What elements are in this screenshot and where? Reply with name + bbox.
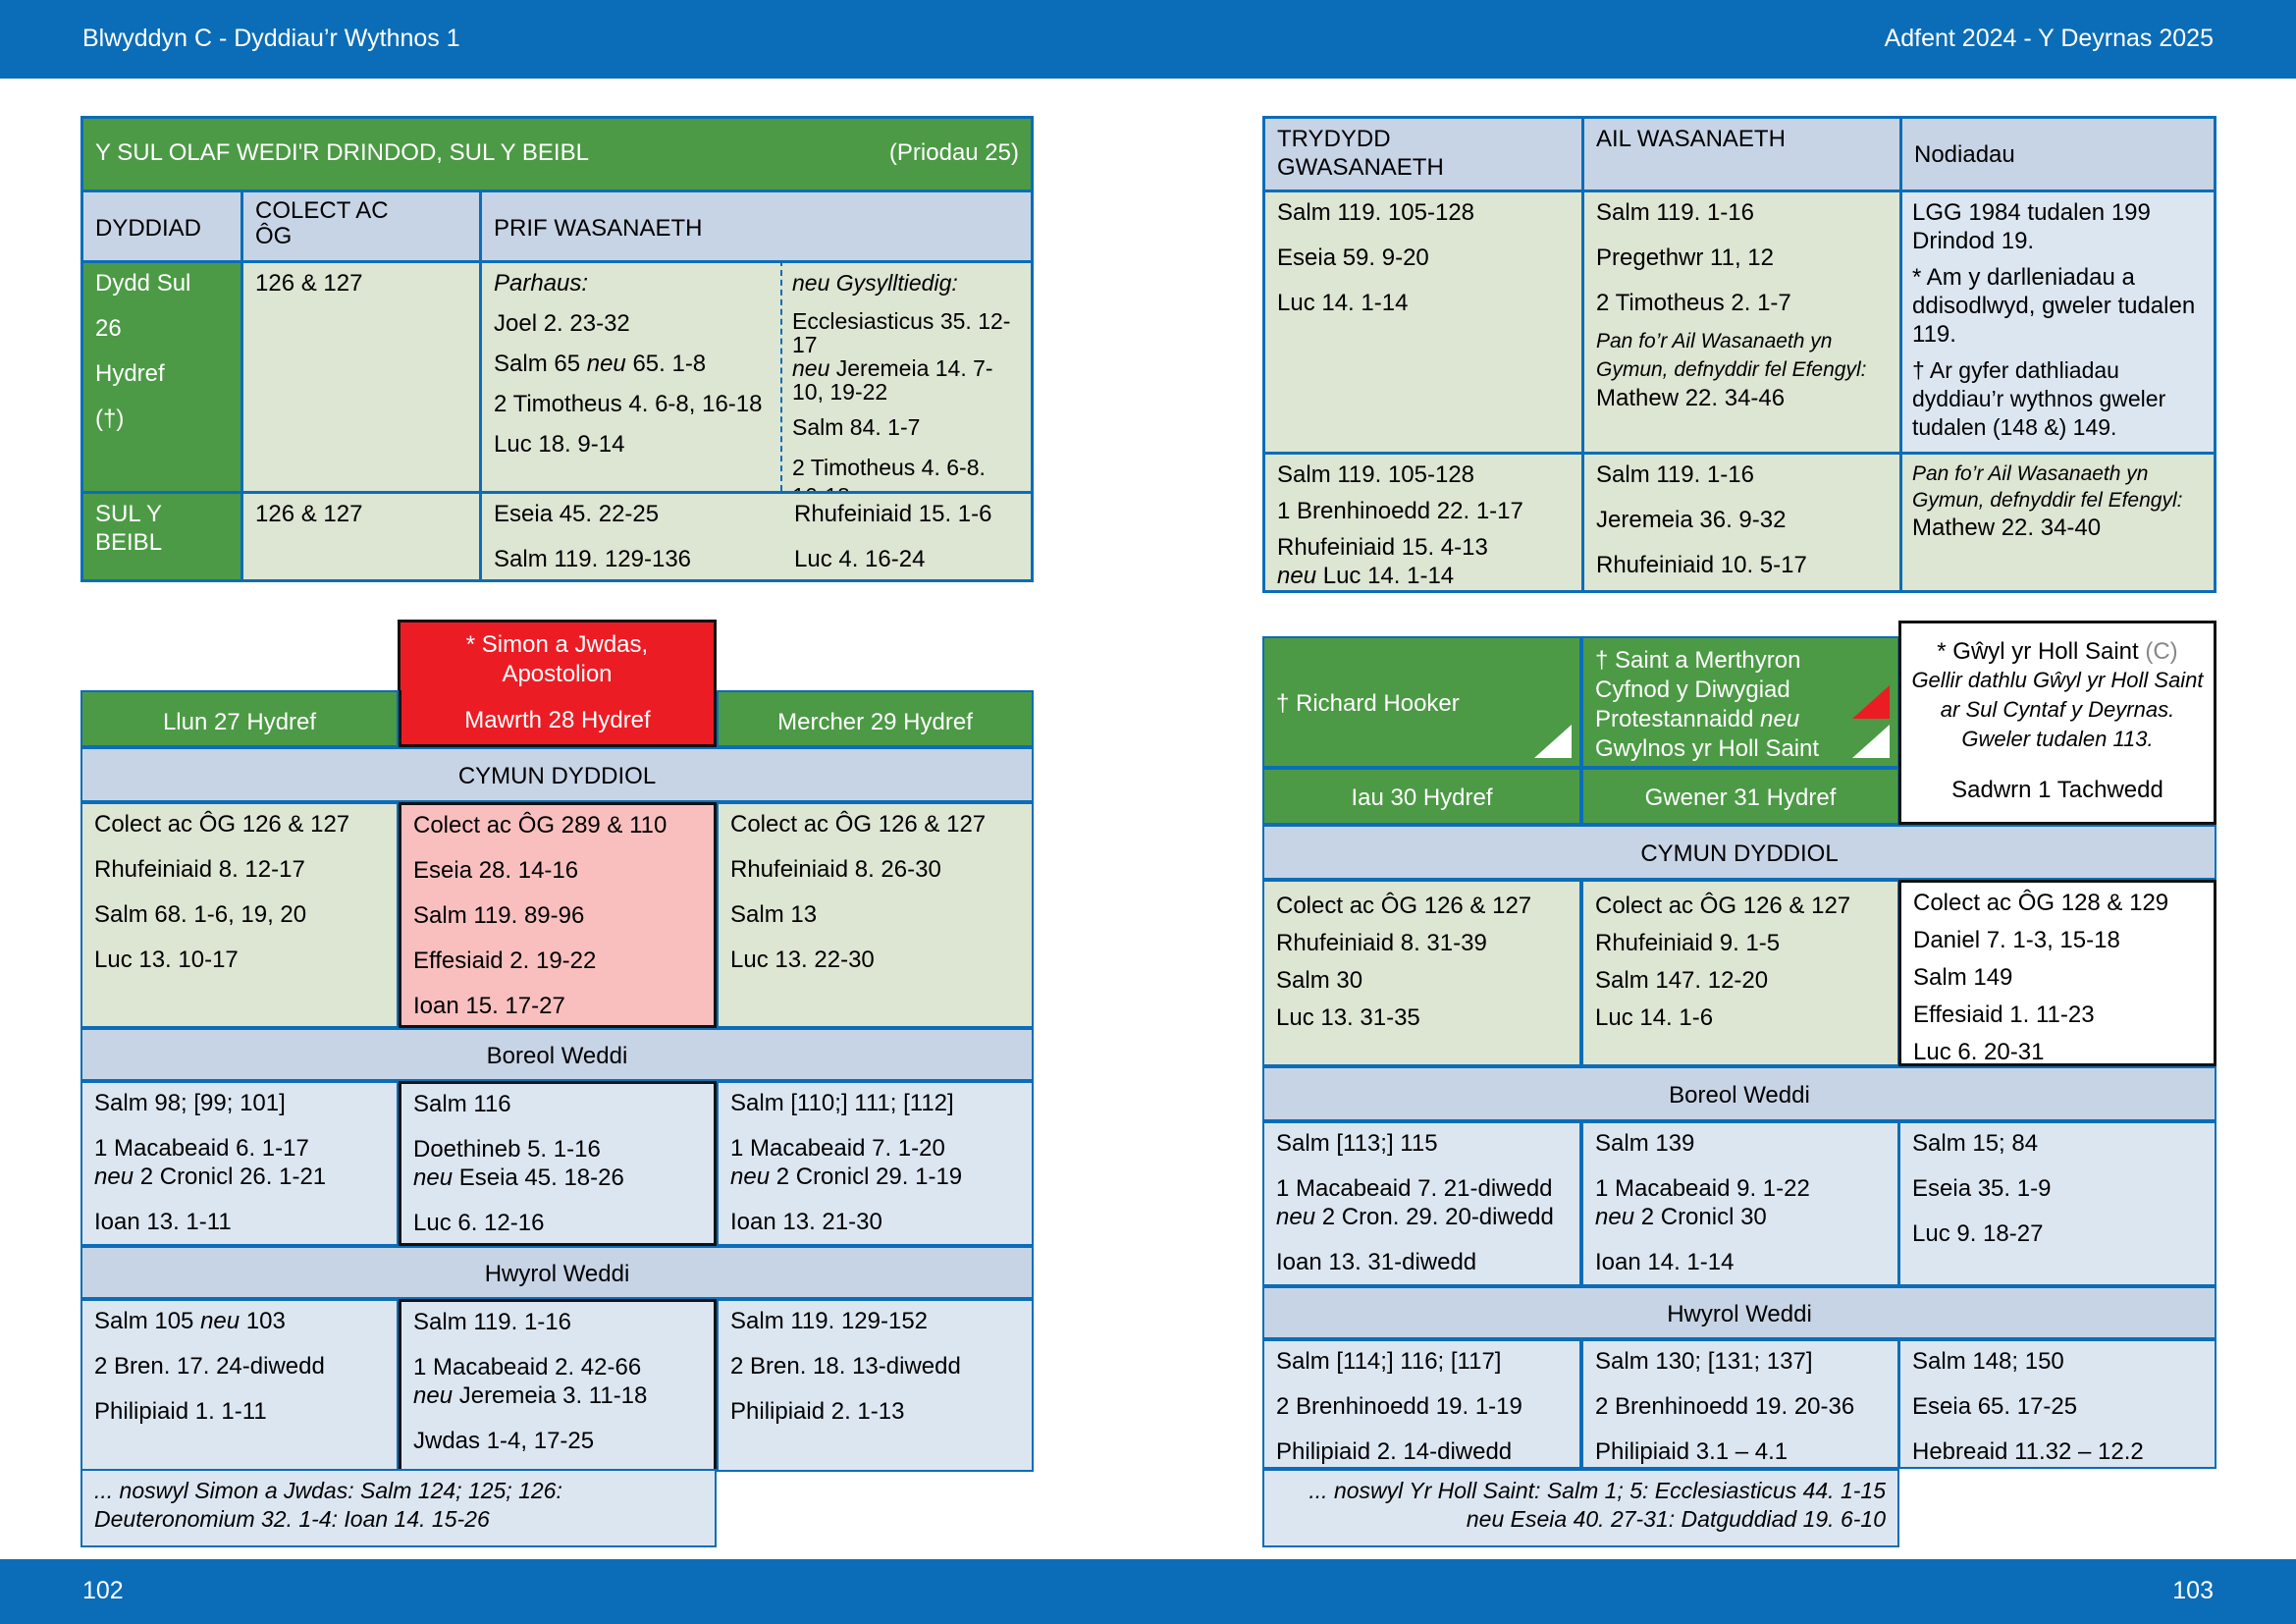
reading: Salm [114;] 116; [117]	[1276, 1348, 1502, 1375]
reading: 1 Macabeaid 7. 1-20	[730, 1135, 945, 1162]
reading: 1 Brenhinoedd 22. 1-17	[1277, 498, 1523, 524]
eve-all-saints	[1262, 1469, 1899, 1547]
reading: neu Eseia 45. 18-26	[413, 1164, 624, 1191]
reading: Rhufeiniaid 8. 31-39	[1276, 930, 1487, 956]
section-boreol	[1262, 1066, 2216, 1121]
reading: Luc 6. 12-16	[413, 1210, 545, 1236]
reading: Daniel 7. 1-3, 15-18	[1913, 927, 2120, 953]
day-label: Llun 27 Hydref	[162, 709, 317, 735]
page-footer	[0, 1559, 2296, 1624]
reading: Luc 6. 20-31	[1913, 1039, 2045, 1065]
reading: Salm 119. 129-136	[494, 546, 692, 572]
section-label: CYMUN DYDDIOL	[1640, 840, 1839, 867]
hwyrol-cell	[717, 1299, 1034, 1472]
date-line: Dydd Sul	[95, 270, 191, 297]
day-header	[1898, 768, 2216, 825]
reading: neu 2 Cronicl 26. 1-21	[94, 1164, 327, 1190]
reading: Eseia 35. 1-9	[1912, 1175, 2052, 1202]
reading: Rhufeiniaid 10. 5-17	[1596, 552, 1807, 578]
reading: Salm 13	[730, 901, 818, 928]
eve-text: ... noswyl Simon a Jwdas: Salm 124; 125; 126: Deuteronomium 32. 1-4: Ioan 14. 15-26	[94, 1478, 562, 1532]
reading: neu Jeremeia 3. 11-18	[413, 1382, 648, 1409]
page-header	[0, 0, 2296, 79]
reading: Salm 15; 84	[1912, 1130, 2039, 1157]
week-right-table	[1262, 636, 2216, 1466]
notes-cell	[1902, 189, 2214, 452]
hwyrol-cell	[80, 1299, 399, 1472]
reading: Salm [110;] 111; [112]	[730, 1090, 954, 1116]
reading: Luc 13. 10-17	[94, 947, 239, 973]
reading: Ioan 13. 31-diwedd	[1276, 1249, 1477, 1275]
reading: Salm 68. 1-6, 19, 20	[94, 901, 307, 928]
reading: Luc 18. 9-14	[494, 431, 625, 458]
bible-sunday-text: SUL Y BEIBL	[95, 501, 163, 556]
reading: Salm 119. 1-16	[1596, 199, 1754, 226]
feast-title: * Gŵyl yr Holl Saint (C)	[1937, 638, 2178, 665]
col-colect-label: COLECT AC ÔG	[255, 197, 389, 249]
day-header	[717, 690, 1034, 747]
reading: Luc 13. 22-30	[730, 947, 875, 973]
reading: Salm 30	[1276, 967, 1363, 994]
reading: Colect ac ÔG 126 & 127	[94, 811, 350, 838]
reading: neu 2 Cronicl 30	[1595, 1204, 1767, 1230]
reading: Salm 149	[1913, 964, 2013, 991]
header-left: Blwyddyn C - Dyddiau’r Wythnos 1	[82, 25, 460, 52]
reading: Ioan 15. 17-27	[413, 993, 565, 1019]
reading: 2 Brenhinoedd 19. 20-36	[1595, 1393, 1855, 1420]
boreol-cell	[1581, 1121, 1899, 1286]
reading: Eseia 65. 17-25	[1912, 1393, 2078, 1420]
reading: Salm 119. 105-128	[1277, 199, 1475, 226]
date-line: Hydref	[95, 360, 165, 387]
reading: Luc 14. 1-6	[1595, 1004, 1714, 1031]
reading: Philipiaid 2. 14-diwedd	[1276, 1438, 1513, 1465]
reading: Salm 119. 129-152	[730, 1308, 929, 1334]
reading: Salm [113;] 115	[1276, 1130, 1438, 1157]
reading: Rhufeiniaid 15. 4-13	[1277, 534, 1488, 561]
reading: Rhufeiniaid 8. 26-30	[730, 856, 941, 883]
reading: 1 Macabeaid 2. 42-66	[413, 1354, 642, 1380]
reading: Philipiaid 1. 1-11	[94, 1398, 267, 1425]
bible-sunday-b	[782, 491, 1031, 579]
day-label: Sadwrn 1 Tachwedd	[1951, 777, 2163, 803]
reading: Mathew 22. 34-46	[1596, 385, 1786, 411]
col-third-header	[1265, 119, 1584, 189]
reading: Luc 9. 18-27	[1912, 1220, 2044, 1247]
reading: Salm 119. 89-96	[413, 902, 585, 929]
section-cymun	[1262, 825, 2216, 880]
reading: Jeremeia 36. 9-32	[1596, 507, 1787, 533]
feast-text: † Saint a Merthyron Cyfnod y Diwygiad Protestannaidd neu Gwylnos yr Holl Saint	[1595, 647, 1820, 762]
reading: 1 Macabeaid 7. 21-diwedd	[1276, 1175, 1553, 1202]
sunday-colect	[243, 260, 482, 491]
third-service	[1265, 189, 1584, 452]
reading: 2 Timotheus 4. 6-8.	[792, 455, 986, 480]
cymun-cell	[1898, 880, 2216, 1066]
reading: Salm 65 neu 65. 1-8	[494, 351, 707, 377]
reading: Colect ac ÔG 126 & 127	[1595, 893, 1851, 919]
bible-sunday-a	[482, 491, 782, 579]
feast-hooker	[1262, 636, 1581, 768]
reading: Rhufeiniaid 9. 1-5	[1595, 930, 1781, 956]
boreol-cell	[399, 1081, 717, 1246]
section-hwyrol	[80, 1246, 1034, 1299]
col-date-header	[83, 189, 243, 260]
reading: Colect ac ÔG 289 & 110	[413, 812, 667, 839]
reading: Salm 119. 1-16	[1596, 461, 1754, 488]
related-heading: neu Gysylltiedig:	[792, 270, 958, 296]
day-label: Mawrth 28 Hydref	[464, 707, 651, 733]
hwyrol-cell	[1581, 1339, 1899, 1469]
cymun-cell	[717, 802, 1034, 1028]
sunday-title-note: (Priodau 25)	[888, 139, 1019, 166]
white-triangle-icon	[1534, 725, 1572, 758]
reading: 2 Timotheus 4. 6-8, 16-18	[494, 391, 763, 417]
bible-third	[1265, 452, 1584, 590]
reading: 2 Bren. 17. 24-diwedd	[94, 1353, 325, 1380]
col-second-header	[1584, 119, 1902, 189]
reading: Effesiaid 1. 11-23	[1913, 1001, 2095, 1028]
reading: 2 Bren. 18. 13-diwedd	[730, 1353, 961, 1380]
red-triangle-icon	[1852, 685, 1890, 719]
header-right: Adfent 2024 - Y Deyrnas 2025	[1884, 25, 2214, 52]
day-label: Mercher 29 Hydref	[777, 709, 973, 735]
reading: neu Luc 14. 1-14	[1277, 563, 1455, 589]
reading: Eseia 28. 14-16	[413, 857, 579, 884]
col-main-header	[482, 189, 1031, 260]
reading: Salm 130; [131; 137]	[1595, 1348, 1813, 1375]
feast-reformation	[1581, 636, 1899, 768]
reading: Colect ac ÔG 126 & 127	[1276, 893, 1532, 919]
date-line: 26	[95, 315, 122, 342]
reading: neu 2 Cronicl 29. 1-19	[730, 1164, 963, 1190]
reading: Pregethwr 11, 12	[1596, 244, 1774, 271]
bible-sunday-label	[83, 491, 243, 579]
reading: 1 Macabeaid 9. 1-22	[1595, 1175, 1810, 1202]
cymun-cell	[1262, 880, 1581, 1066]
col-main-label: PRIF WASANAETH	[494, 215, 703, 242]
section-label: Hwyrol Weddi	[484, 1261, 630, 1287]
week-left-table	[80, 690, 1034, 1466]
reading: Salm 98; [99; 101]	[94, 1090, 286, 1116]
boreol-cell	[1898, 1121, 2216, 1286]
boreol-cell	[80, 1081, 399, 1246]
reading: Luc 14. 1-14	[1277, 290, 1409, 316]
page-number-left: 102	[82, 1577, 124, 1604]
cymun-cell	[1581, 880, 1899, 1066]
reading: Salm 116	[413, 1091, 511, 1117]
sunday-main-b	[782, 260, 1031, 491]
day-header	[1262, 768, 1581, 825]
reading: Joel 2. 23-32	[494, 310, 630, 337]
cymun-cell	[80, 802, 399, 1028]
bible-notes	[1902, 452, 2214, 590]
eve-text: ... noswyl Yr Holl Saint: Salm 1; 5: Ecclesiasticus 44. 1-15 neu Eseia 40. 27-31: Datguddiad 19. 6-10	[1308, 1478, 1886, 1532]
reading: 2 Brenhinoedd 19. 1-19	[1276, 1393, 1522, 1420]
reading: Eseia 45. 22-25	[494, 501, 660, 527]
section-label: Boreol Weddi	[486, 1043, 628, 1069]
reading: Eseia 59. 9-20	[1277, 244, 1429, 271]
section-hwyrol	[1262, 1286, 2216, 1339]
eve-simon-jude	[80, 1469, 717, 1547]
day-header	[80, 690, 399, 747]
reading: Philipiaid 2. 1-13	[730, 1398, 905, 1425]
bible-sunday-colect	[243, 491, 482, 579]
day-header	[399, 690, 717, 747]
feast-text: * Simon a Jwdas, Apostolion	[465, 631, 649, 687]
reading: 1 Macabeaid 6. 1-17	[94, 1135, 309, 1162]
date-line: (†)	[95, 406, 125, 432]
sunday-title	[83, 119, 1031, 189]
hwyrol-cell	[399, 1299, 717, 1472]
note: LGG 1984 tudalen 199 Drindod 19.	[1912, 199, 2151, 254]
col-notes-label: Nodiadau	[1914, 141, 2015, 168]
sunday-main-a	[482, 260, 782, 491]
boreol-cell	[717, 1081, 1034, 1246]
reading: Ioan 13. 1-11	[94, 1209, 232, 1235]
section-label: CYMUN DYDDIOL	[457, 763, 657, 789]
reading: Colect ac ÔG 128 & 129	[1913, 890, 2169, 916]
boreol-cell	[1262, 1121, 1581, 1286]
reading: Doethineb 5. 1-16	[413, 1136, 601, 1163]
continuous-heading: Parhaus:	[494, 270, 589, 297]
note: Pan fo’r Ail Wasanaeth yn Gymun, defnyddir fel Efengyl:	[1912, 462, 2183, 512]
section-boreol	[80, 1028, 1034, 1081]
white-triangle-icon	[1852, 725, 1890, 758]
second-service	[1584, 189, 1902, 452]
reading: neu 2 Cron. 29. 20-diwedd	[1276, 1204, 1554, 1230]
col-date-label: DYDDIAD	[95, 215, 202, 242]
col-notes-header	[1902, 119, 2214, 189]
reading: Salm 84. 1-7	[792, 414, 921, 440]
reading: Salm 105 neu 103	[94, 1308, 286, 1334]
reading: Effesiaid 2. 19-22	[413, 947, 597, 974]
reading: Salm 139	[1595, 1130, 1695, 1157]
page-number-right: 103	[2172, 1577, 2214, 1604]
col-colect-header	[243, 189, 482, 260]
reading: neu Jeremeia 14. 7-10, 19-22	[792, 355, 993, 405]
reading: Salm 119. 1-16	[413, 1309, 571, 1335]
reading: Salm 147. 12-20	[1595, 967, 1769, 994]
colect-value: 126 & 127	[255, 501, 363, 527]
reading: Jwdas 1-4, 17-25	[413, 1428, 595, 1454]
note: * Am y darlleniadau a ddisodlwyd, gweler tudalen 119.	[1912, 264, 2196, 348]
feast-text: † Richard Hooker	[1276, 690, 1460, 717]
reading: Ecclesiasticus 35. 12-17	[792, 308, 1011, 357]
cymun-cell	[399, 802, 717, 1028]
reading: Mathew 22. 34-40	[1912, 514, 2102, 541]
reading: 2 Timotheus 2. 1-7	[1596, 290, 1791, 316]
feast-note: Gellir dathlu Gŵyl yr Holl Saint ar Sul Cyntaf y Deyrnas. Gweler tudalen 113.	[1911, 668, 2204, 751]
reading: Luc 13. 31-35	[1276, 1004, 1420, 1031]
day-label: Iau 30 Hydref	[1351, 785, 1493, 811]
second-note: Pan fo’r Ail Wasanaeth yn Gymun, defnyddir fel Efengyl:	[1596, 330, 1867, 381]
colect-value: 126 & 127	[255, 270, 363, 297]
section-cymun	[80, 747, 1034, 802]
hwyrol-cell	[1898, 1339, 2216, 1469]
note: † Ar gyfer dathliadau dyddiau’r wythnos gweler tudalen (148 &) 149.	[1912, 357, 2166, 440]
sunday-table	[80, 116, 1034, 582]
sunday-date	[83, 260, 243, 491]
sunday-right-table	[1262, 116, 2216, 593]
col-third-label: TRYDYDD GWASANAETH	[1277, 126, 1444, 181]
reading: Ioan 13. 21-30	[730, 1209, 882, 1235]
reading: Salm 119. 105-128	[1277, 461, 1475, 488]
day-label: Gwener 31 Hydref	[1644, 785, 1837, 811]
reading: Hebreaid 11.32 – 12.2	[1912, 1438, 2144, 1465]
reading: Philipiaid 3.1 – 4.1	[1595, 1438, 1789, 1465]
reading: Salm 148; 150	[1912, 1348, 2064, 1375]
reading: Rhufeiniaid 15. 1-6	[794, 501, 992, 527]
reading: Rhufeiniaid 8. 12-17	[94, 856, 305, 883]
hwyrol-cell	[1262, 1339, 1581, 1469]
section-label: Hwyrol Weddi	[1667, 1301, 1812, 1327]
section-label: Boreol Weddi	[1669, 1082, 1810, 1109]
sunday-title-text: Y SUL OLAF WEDI'R DRINDOD, SUL Y BEIBL	[95, 139, 589, 166]
reading: Colect ac ÔG 126 & 127	[730, 811, 987, 838]
reading: Luc 4. 16-24	[794, 546, 926, 572]
reading: Ioan 14. 1-14	[1595, 1249, 1735, 1275]
bible-second	[1584, 452, 1902, 590]
day-header	[1581, 768, 1899, 825]
col-second-label: AIL WASANAETH	[1596, 126, 1786, 152]
